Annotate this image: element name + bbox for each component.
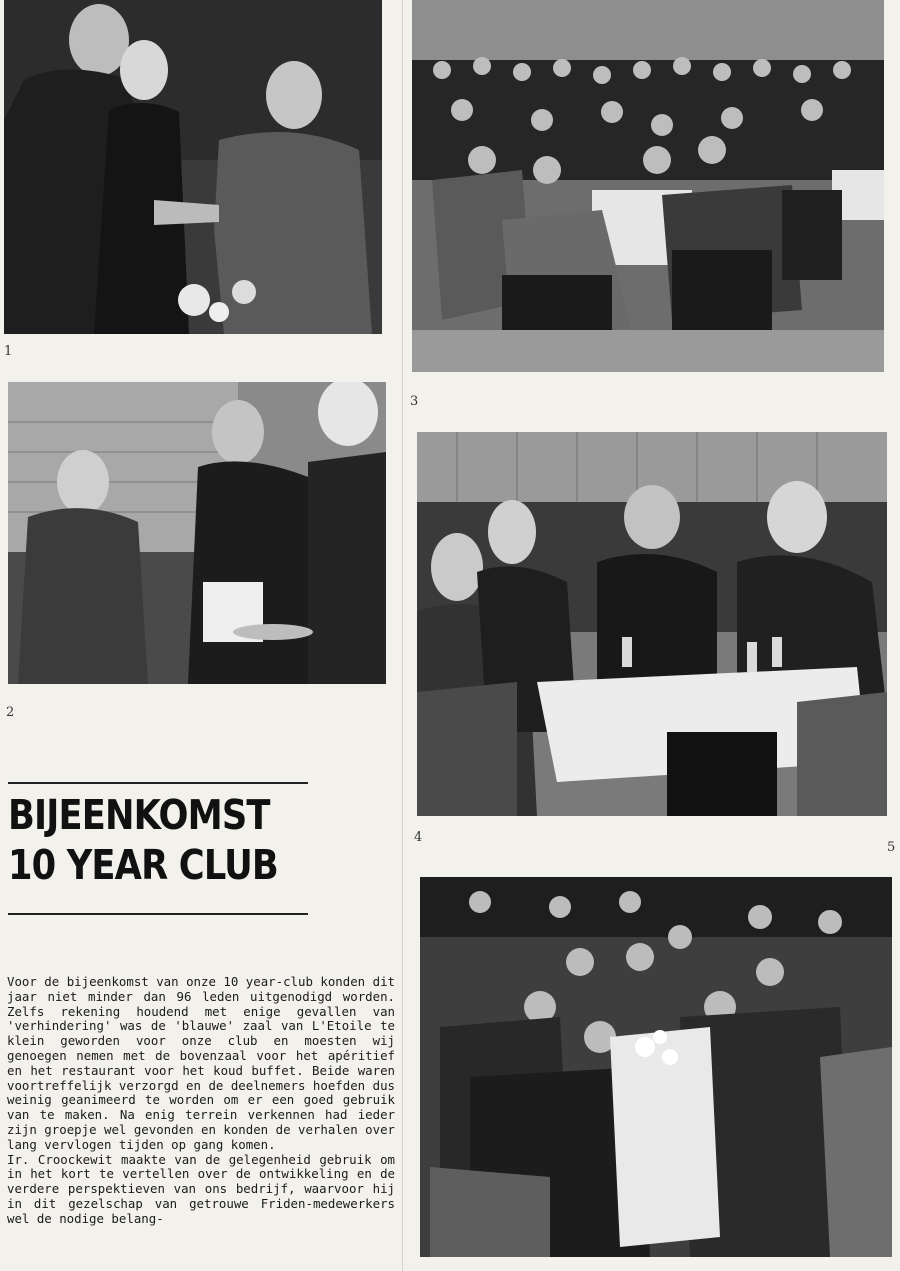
article-paragraph-2: Ir. Croockewit maakte van de gelegenheid gebruik om in het kort te vertellen over de ontwikkeling en de verdere perspektieven van ons bedrijf, waarvoor hij in dit gezelschap van getrouwe Friden-medewerkers wel de nodige belang- bbox=[7, 1151, 395, 1226]
headline-line-1: BIJEENKOMST bbox=[8, 791, 270, 839]
photo-3-audience bbox=[412, 0, 884, 372]
headline-top-rule bbox=[8, 782, 308, 784]
column-divider bbox=[402, 0, 403, 1271]
headline-bottom-rule bbox=[8, 913, 308, 915]
photo-1-caption: 1 bbox=[4, 344, 13, 359]
photo-4-table-conversation bbox=[417, 432, 887, 816]
headline-line-2: 10 YEAR CLUB bbox=[8, 841, 278, 889]
photo-2-handshake bbox=[8, 382, 386, 684]
photo-3-caption: 3 bbox=[410, 394, 419, 409]
article-headline bbox=[8, 790, 318, 890]
photo-2-caption: 2 bbox=[6, 705, 15, 720]
article-paragraph-1: Voor de bijeenkomst van onze 10 year-club konden dit jaar niet minder dan 96 leden uitgenodigd worden. Zelfs rekening houdend met enige gevallen van 'verhindering' was de 'blauwe' zaal van L'Etoile te klein geworden voor onze club en moesten wij genoegen nemen met de bovenzaal voor het apéritief en het restaurant voor het koud buffet. Beide waren voortreffelijk verzorgd en de deelnemers hoefden dus weinig geanimeerd te worden om er een goed gebruik van te maken. Na enig terrein verkennen had ieder zijn groepje wel gevonden en konden de verhalen over lang vervlogen tijden op gang komen. bbox=[7, 974, 395, 1152]
photo-1-handshake bbox=[4, 0, 382, 334]
photo-5-caption: 5 bbox=[887, 840, 896, 855]
photo-5-dinner-tables bbox=[420, 877, 892, 1257]
article-body bbox=[7, 975, 395, 1227]
photo-4-caption: 4 bbox=[414, 830, 423, 845]
